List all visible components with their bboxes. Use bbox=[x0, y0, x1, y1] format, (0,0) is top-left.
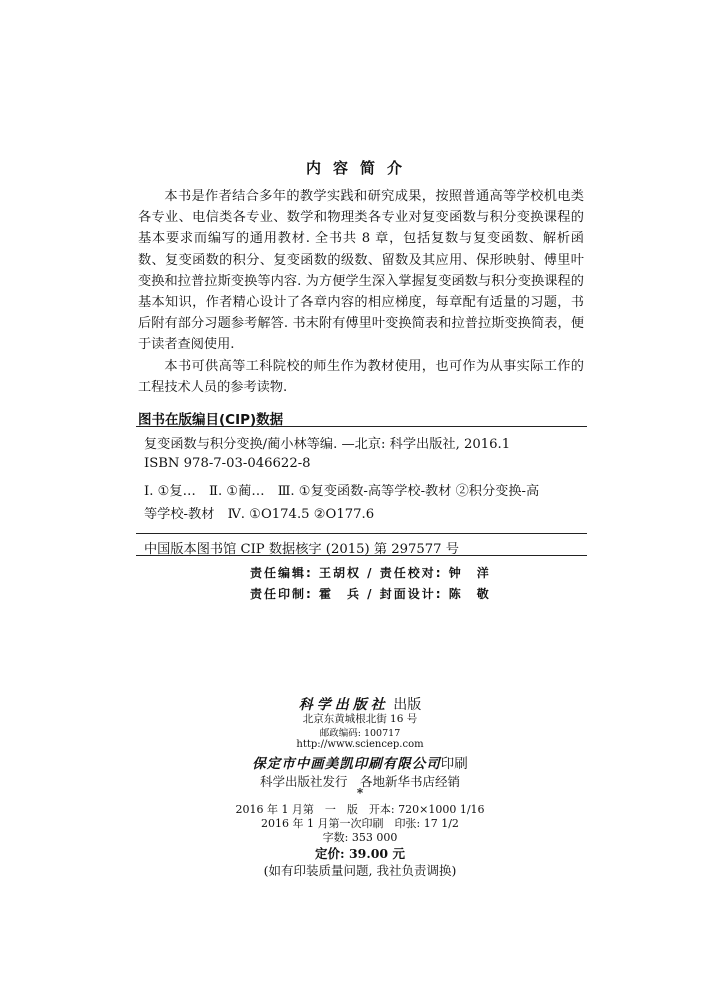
printer-suffix: 印刷 bbox=[440, 756, 468, 772]
cip-divider bbox=[136, 533, 587, 534]
credits-printing: 责任印制: 霍 兵 / 封面设计: 陈 敬 bbox=[250, 587, 491, 601]
publisher-suffix: 出版 bbox=[393, 697, 422, 713]
cip-heading: 图书在版编目(CIP)数据 bbox=[138, 412, 284, 428]
cip-classification-2: 等学校-教材 Ⅳ. ①O174.5 ②O177.6 bbox=[144, 507, 375, 522]
credits-editor: 责任编辑: 王胡权 / 责任校对: 钟 洋 bbox=[250, 566, 491, 580]
cip-block bbox=[136, 426, 587, 556]
separator-star: * bbox=[356, 786, 364, 800]
cip-title-line: 复变函数与积分变换/蔺小林等编. —北京: 科学出版社, 2016.1 bbox=[144, 437, 511, 452]
page-title: 内容简介 bbox=[305, 159, 414, 177]
summary-body bbox=[138, 186, 584, 398]
word-count: 字数: 353 000 bbox=[322, 831, 398, 844]
printing-line: 2016 年 1 月第一次印刷 印张: 17 1/2 bbox=[261, 817, 459, 830]
distribution-line: 科学出版社发行 各地新华书店经销 bbox=[259, 774, 460, 789]
cip-isbn: ISBN 978-7-03-046622-8 bbox=[144, 456, 311, 471]
printer-name: 保定市中画美凯印刷有限公司 bbox=[252, 756, 441, 772]
publisher-postcode: 邮政编码: 100717 bbox=[319, 728, 401, 739]
summary-paragraph-2: 本书可供高等工科院校的师生作为教材使用，也可作为从事实际工作的工程技术人员的参考读物. bbox=[138, 358, 584, 395]
printer-line bbox=[0, 752, 720, 772]
publisher-address: 北京东黄城根北街 16 号 bbox=[302, 713, 418, 725]
publisher-website: http://www.sciencep.com bbox=[296, 739, 424, 750]
summary-paragraph-1: 本书是作者结合多年的教学实践和研究成果，按照普通高等学校机电类各专业、电信类各专业、数学和物理类各专业对复变函数与积分变换课程的基本要求而编写的通用教材. 全书共 8 章，包括复数与复变函数、解析函数、复变函数的积分、复变函数的级数、留数及其应用、保形映射、傅里叶变换和拉普拉斯变换等内容. 为方便学生深入掌握复变函数与积分变换课程的基本知识，作者精心设计了各章内容的相应梯度，每章配有适量的习题，书后附有部分习题参考解答. 书末附有傅里叶变换简表和拉普拉斯变换简表，便于读者查阅使用. bbox=[138, 189, 584, 353]
quality-notice: (如有印装质量问题, 我社负责调换) bbox=[263, 863, 457, 878]
edition-line: 2016 年 1 月第 一 版 开本: 720×1000 1/16 bbox=[235, 803, 485, 816]
publisher-name: 科学出版社 bbox=[298, 697, 389, 713]
cip-classification-1: Ⅰ. ①复… Ⅱ. ①蔺… Ⅲ. ①复变函数-高等学校-教材 ②积分变换-高 bbox=[144, 484, 540, 499]
cip-record-number: 中国版本图书馆 CIP 数据核字 (2015) 第 297577 号 bbox=[144, 542, 459, 557]
price: 定价: 39.00 元 bbox=[315, 846, 405, 861]
